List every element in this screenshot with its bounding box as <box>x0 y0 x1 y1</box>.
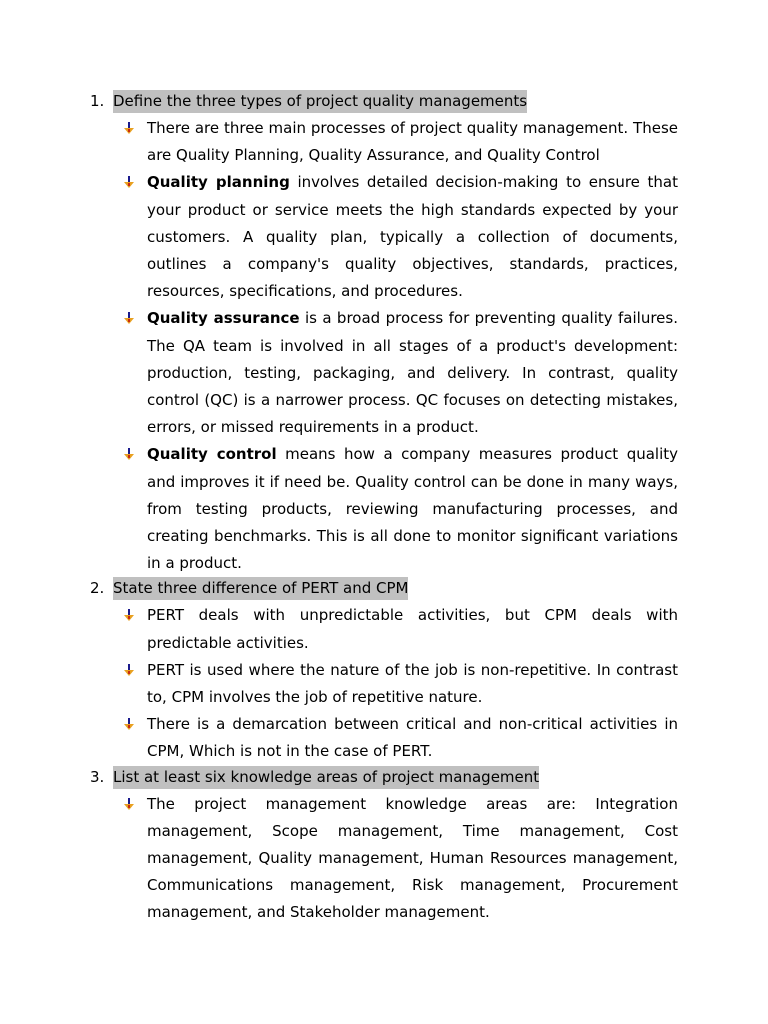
question-title: State three difference of PERT and CPM <box>113 577 408 600</box>
arrow-down-bullet-icon <box>123 122 135 135</box>
answer-text: PERT is used where the nature of the job is non-repetitive. In contrast to, CPM involves the job of repetitive nature. <box>147 660 678 707</box>
arrow-down-bullet-icon <box>123 312 135 325</box>
question-1-answers <box>90 115 678 577</box>
list-item <box>147 305 678 441</box>
list-item <box>147 657 678 711</box>
answer-text: involves detailed decision-making to ensure that your product or service meets the high standards expected by your customers. A quality plan, typically a collection of documents, outlines a company's quality objectives, standards, practices, resources, specifications, and procedures. <box>147 173 679 301</box>
answer-text: PERT deals with unpredictable activities, but CPM deals with predictable activities. <box>147 606 678 652</box>
answer-term: Quality control <box>147 445 277 464</box>
answer-text: means how a company measures product quality and improves it if need be. Quality control can be done in many ways, from testing products, reviewing manufacturing processes, and creating benchmarks. This is all done to monitor significant variations in a product. <box>147 445 679 573</box>
list-item <box>147 711 678 765</box>
question-number: 1. <box>90 92 105 110</box>
question-3-answers <box>90 791 678 927</box>
question-2-heading <box>90 577 678 600</box>
question-2-answers <box>90 602 678 765</box>
answer-term: Quality planning <box>147 173 290 192</box>
list-item <box>147 791 678 927</box>
arrow-down-bullet-icon <box>123 176 135 189</box>
arrow-down-bullet-icon <box>123 718 135 731</box>
question-1-heading <box>90 90 678 113</box>
list-item <box>147 169 678 305</box>
arrow-down-bullet-icon <box>123 609 135 622</box>
list-item <box>147 441 678 577</box>
arrow-down-bullet-icon <box>123 448 135 461</box>
question-number: 2. <box>90 579 105 598</box>
answer-text: There are three main processes of project quality management. These are Quality Planning, Quality Assurance, and Quality Control <box>147 119 678 165</box>
answer-term: Quality assurance <box>147 309 300 328</box>
list-item <box>147 602 678 656</box>
answer-text: There is a demarcation between critical and non-critical activities in CPM, Which is not in the case of PERT. <box>147 715 678 761</box>
list-item <box>147 115 678 169</box>
question-title: Define the three types of project quality managements <box>113 90 527 113</box>
question-number: 3. <box>90 767 105 786</box>
question-title: List at least six knowledge areas of project management <box>113 766 539 789</box>
answer-text: The project management knowledge areas are: Integration management, Scope management, Time management, Cost management, Quality management, Human Resources management, Communications management, Risk management, Procurement management, and Stakeholder management. <box>147 794 678 922</box>
question-3-heading <box>90 766 678 789</box>
answer-text: is a broad process for preventing quality failures. The QA team is involved in all stages of a product's development: production, testing, packaging, and delivery. In contrast, quality control (QC) is a narrower process. QC focuses on detecting mistakes, errors, or missed requirements in a product. <box>147 309 678 437</box>
document-body <box>90 90 678 927</box>
arrow-down-bullet-icon <box>123 664 135 677</box>
arrow-down-bullet-icon <box>123 798 135 811</box>
